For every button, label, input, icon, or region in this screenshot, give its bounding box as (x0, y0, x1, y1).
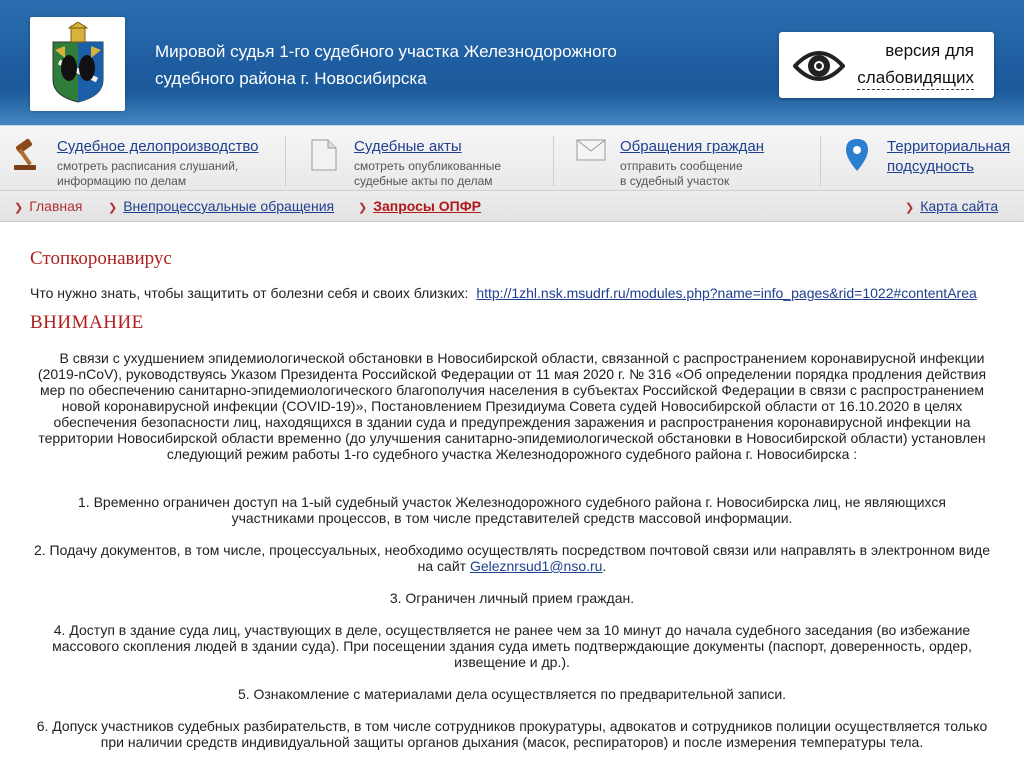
breadcrumb (0, 191, 1024, 222)
breadcrumb-section[interactable] (108, 198, 334, 214)
divider (553, 136, 554, 186)
intro-link[interactable]: http://1zhl.nsk.msudrf.ru/modules.php?name=info_pages&rid=1022#contentArea (476, 285, 977, 301)
breadcrumb-section-link[interactable]: Внепроцессуальные обращения (123, 198, 335, 214)
list-item-5 (30, 686, 994, 702)
list-item-text: массового скопления людей в здании суда). При посещении здания суда иметь подтверждающие документы (паспорт, доверенность, ордер, (52, 638, 972, 654)
list-item-text: 5. Ознакомление с материалами дела осуществляется по предварительной записи. (237, 686, 787, 702)
intro-line (30, 285, 977, 301)
intro-text: Что нужно знать, чтобы защитить от болезни себя и своих близких: (30, 285, 469, 301)
chevron-right-icon: ❯ (14, 202, 24, 214)
service-subtitle-2: в судебный участок (620, 174, 730, 188)
site-title-line1: Мировой судья 1-го судебного участка Железнодорожного (155, 42, 617, 61)
list-item-text: на сайт (417, 558, 467, 574)
list-item-text: участниками процессов, в том числе представителей средств массовой информации. (231, 510, 793, 526)
notice-line: мер по обеспечению санитарно-эпидемиологического благополучия населения в субъектах Российской Федерации в связи с распространением (39, 382, 984, 398)
service-subtitle-1: смотреть опубликованные (354, 159, 502, 173)
chevron-right-icon: ❯ (358, 202, 368, 214)
list-item-text: 1. Временно ограничен доступ на 1-ый судебный участок Железнодорожного судебного района г. Новосибирска лиц, не являющихся (78, 494, 946, 510)
service-territorial-jurisdiction[interactable] (845, 136, 1020, 186)
service-subtitle-2: судебные акты по делам (354, 174, 493, 188)
notice-line: новой коронавирусной инфекции (COVID-19)», Постановлением Президиума Совета судей Новосибирской области от 16.10.2020 в целях (61, 398, 963, 414)
service-subtitle-1: отправить сообщение (620, 159, 743, 173)
accessibility-label-line1: версия для (885, 41, 974, 60)
service-title[interactable]: Судебное делопроизводство (57, 138, 259, 155)
service-citizen-appeals[interactable] (576, 136, 806, 186)
services-bar (0, 125, 1024, 191)
notice-line: В связи с ухудшением эпидемиологической обстановки в Новосибирской области, связанной с распространением коронавирусной инфекции (59, 350, 985, 366)
document-icon (310, 138, 338, 177)
list-item-4 (30, 622, 994, 670)
list-item-2 (30, 542, 994, 574)
site-header (0, 0, 1024, 125)
coat-of-arms-icon (47, 22, 109, 104)
service-title[interactable]: Обращения граждан (620, 138, 764, 155)
service-court-acts[interactable] (310, 136, 540, 186)
list-item-text: 2. Подачу документов, в том числе, процессуальных, необходимо осуществлять посредством почтовой связи или направлять в электронном виде (33, 542, 991, 558)
list-item-text: 4. Доступ в здание суда лиц, участвующих в деле, осуществляется не ранее чем за 10 минут до начала судебного заседания (во избежание (53, 622, 971, 638)
divider (285, 136, 286, 186)
sitemap-link[interactable] (905, 198, 998, 214)
site-title-line2: судебного района г. Новосибирска (155, 69, 427, 88)
accessibility-version-button[interactable] (779, 32, 994, 98)
list-item-period: . (602, 558, 607, 574)
list-item-1 (30, 494, 994, 526)
list-item-text: 6. Допуск участников судебных разбирательств, в том числе сотрудников прокуратуры, адвокатов и сотрудников полиции осуществляется только (36, 718, 988, 734)
chevron-right-icon: ❯ (108, 202, 118, 214)
notice-line: территории Новосибирской области временно (до улучшения санитарно-эпидемиологической обстановки в Новосибирской области) установлен (38, 430, 986, 446)
breadcrumb-home-label[interactable]: Главная (29, 198, 83, 214)
gavel-icon (12, 138, 46, 177)
list-item-3 (30, 590, 994, 606)
service-court-proceedings[interactable] (12, 136, 282, 186)
list-item-text: 3. Ограничен личный прием граждан. (389, 590, 635, 606)
notice-line: обеспечения безопасности лиц, находящихся в здании суда и предупреждения заражения и распространения коронавирусной инфекции на (53, 414, 971, 430)
heading-attention: ВНИМАНИЕ (30, 312, 144, 333)
site-title (155, 38, 675, 92)
notice-paragraph (30, 350, 994, 462)
breadcrumb-current-link[interactable]: Запросы ОПФР (373, 198, 482, 214)
notice-line: следующий режим работы 1-го судебного участка Железнодорожного судебного района г. Новосибирска : (166, 446, 858, 462)
chevron-right-icon: ❯ (905, 202, 915, 214)
envelope-icon (576, 138, 606, 167)
service-title[interactable]: Судебные акты (354, 138, 462, 155)
email-link[interactable]: Geleznrsud1@nso.ru (469, 558, 603, 574)
breadcrumb-home[interactable] (14, 198, 83, 214)
service-subtitle-2: информацию по делам (57, 174, 187, 188)
accessibility-label-line2: слабовидящих (857, 67, 974, 90)
list-item-6 (30, 718, 994, 750)
list-item-text: при наличии средств индивидуальной защиты органов дыхания (масок, респираторов) и после измерения температуры тела. (100, 734, 924, 750)
map-pin-icon (845, 138, 869, 177)
heading-stopcoronavirus: Стопкоронавирус (30, 248, 172, 269)
divider (820, 136, 821, 186)
service-title-line2[interactable]: подсудность (887, 158, 974, 175)
notice-line: (2019-nCoV), руководствуясь Указом Президента Российской Федерации от 11 мая 2020 г. № 316 «Об определении порядка продления действия (37, 366, 987, 382)
sitemap-link-label[interactable]: Карта сайта (920, 198, 999, 214)
coat-of-arms-logo[interactable] (30, 17, 125, 111)
breadcrumb-current[interactable] (358, 198, 481, 214)
eye-icon (793, 46, 845, 86)
list-item-text: извещение и др.). (454, 654, 570, 670)
service-subtitle-1: смотреть расписания слушаний, (57, 159, 239, 173)
service-title-line1[interactable]: Территориальная (887, 138, 1011, 155)
list-item-text-with-email (30, 558, 994, 574)
